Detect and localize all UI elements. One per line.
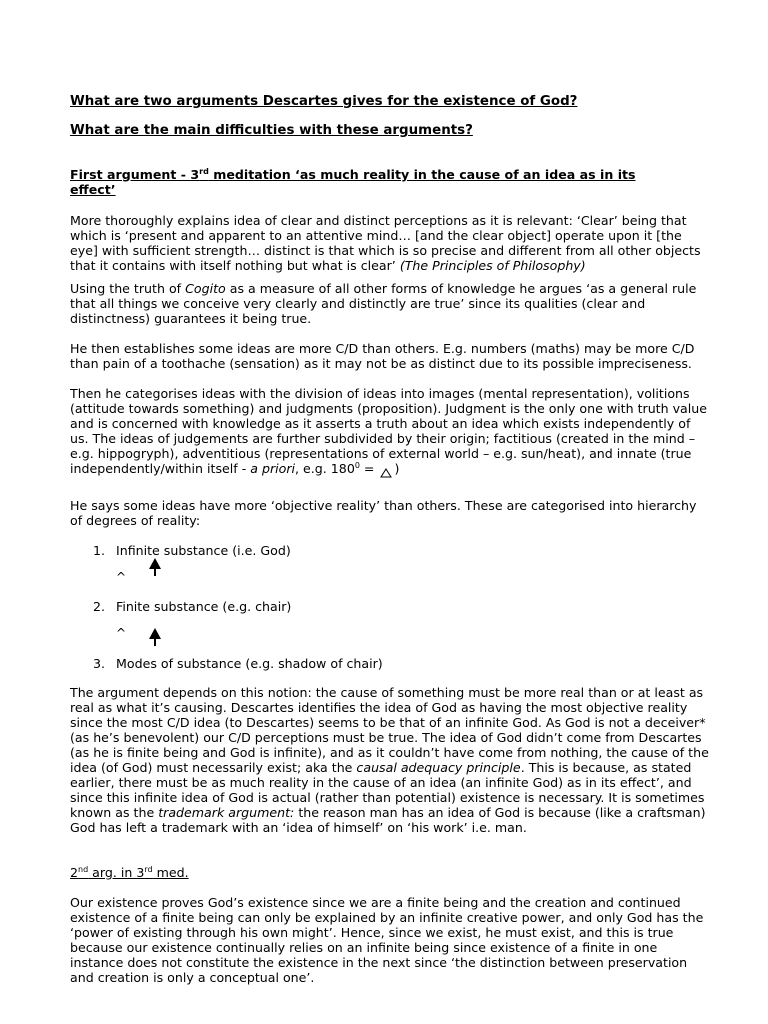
hierarchy-item-2: 2. Finite substance (e.g. chair) bbox=[93, 599, 292, 614]
up-arrow-icon bbox=[148, 627, 162, 647]
hierarchy-item-1: 1. Infinite substance (i.e. God) bbox=[93, 543, 291, 558]
cogito-paragraph: Using the truth of Cogito as a measure of all other forms of knowledge he argues ‘as a general rule that all things we conceive very clearly and distinctly are true’ since its qualities (clear and distinctness) guarantees it being true. bbox=[70, 281, 697, 326]
caret-symbol: ^ bbox=[116, 570, 127, 584]
existence-paragraph: Our existence proves God’s existence since we are a finite being and the creation and continued existence of a finite being can only be explained by an infinite creative power, and only God has the ‘power of existing through his own might’. Hence, since we exist, he must exist, and this is true because our existence continually relies on an infinite being since existence of a finite in one instance does not constitute the existence in the next since ‘the distinction between preservation and creation is only a conceptual one’. bbox=[70, 895, 704, 985]
objective-reality-paragraph: He says some ideas have more ‘objective reality’ than others. These are categorised into hierarchy of degrees of reality: bbox=[70, 498, 697, 528]
cd-ideas-paragraph: He then establishes some ideas are more C/D than others. E.g. numbers (maths) may be more C/D than pain of a toothache (sensation) as it may not be as distinct due to its possible impreciseness. bbox=[70, 341, 695, 371]
argument-paragraph: The argument depends on this notion: the cause of something must be more real than or at least as real as what it’s causing. Descartes identifies the idea of God as having the most objective reality since the most C/D idea (to Descartes) seems to be that of an infinite God. As God is not a deceiver* (as he’s benevolent) our C/D perceptions must be true. The idea of God didn’t come from Descartes (as he is finite being and God is infinite), and as it couldn’t have come from nothing, the cause of the idea (of God) must necessarily exist; aka the causal adequacy principle. This is because, as stated earlier, there must be as much reality in the cause of an idea (an infinite God) as in its effect’, and since this infinite idea of God is actual (rather than potential) existence is necessary. It is sometimes known as the trademark argument: the reason man has an idea of God is because (like a craftsman) God has left a trademark with an ‘idea of himself’ on ‘his work’ i.e. man. bbox=[70, 685, 709, 835]
second-argument-heading: 2nd arg. in 3rd med. bbox=[70, 865, 189, 880]
ideas-categories-paragraph: Then he categorises ideas with the division of ideas into images (mental representation), volitions (attitude towards something) and judgments (proposition). Judgment is the only one with truth value and is concerned with knowledge as it asserts a truth about an idea which exists independently of us. The ideas of judgements are further subdivided by their origin; factitious (created in the mind – e.g. hippogryph), adventitious (representations of external world – e.g. sun/heat), and innate (true independently/within itself - a priori, e.g. $180^0$ = ) bbox=[70, 386, 707, 476]
hierarchy-item-3: 3. Modes of substance (e.g. shadow of chair) bbox=[93, 656, 383, 671]
clear-distinct-paragraph: More thoroughly explains idea of clear and distinct perceptions as it is relevant: ‘Clear’ being that which is ‘present and apparent to an attentive mind… [and the clear object] operate upon it [the eye] with sufficient strength… distinct is that which is so precise and different from all other objects that it contains with itself nothing but what is clear’ (The Principles of Philosophy) bbox=[70, 213, 701, 273]
question-2: What are the main difficulties with these arguments? bbox=[70, 123, 473, 138]
caret-symbol: ^ bbox=[116, 626, 127, 640]
triangle-icon bbox=[380, 468, 392, 478]
question-1: What are two arguments Descartes gives for the existence of God? bbox=[70, 94, 578, 109]
up-arrow-icon bbox=[148, 557, 162, 577]
first-argument-heading: First argument - 3rd meditation ‘as much reality in the cause of an idea as in its effect’ bbox=[70, 167, 636, 197]
